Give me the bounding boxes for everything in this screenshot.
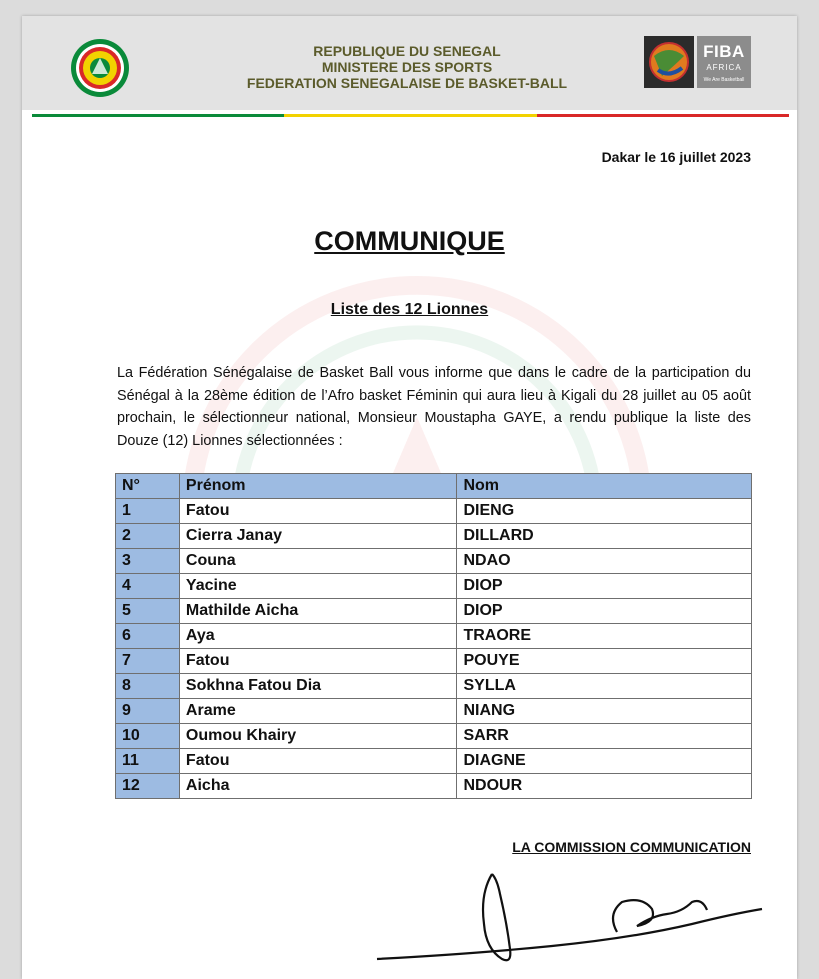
fsbb-crest-icon xyxy=(70,38,130,98)
cell-number: 1 xyxy=(116,499,180,524)
letterhead-line-federation: FEDERATION SENEGALAISE DE BASKET-BALL xyxy=(246,75,568,91)
cell-number: 4 xyxy=(116,574,180,599)
signature-icon xyxy=(352,854,772,974)
table-row xyxy=(116,699,752,724)
document-page xyxy=(22,16,797,979)
cell-lastname: DILLARD xyxy=(457,524,752,549)
fiba-wordmark xyxy=(697,36,751,88)
cell-firstname: Aicha xyxy=(179,774,457,799)
page-title: COMMUNIQUE xyxy=(314,226,505,256)
intro-paragraph: La Fédération Sénégalaise de Basket Ball vous informe que dans le cadre de la participation du Sénégal à la 28ème édition de l’Afro basket Féminin qui aura lieu à Kigali du 28 juillet au 05 août prochain, le sélectionneur national, Monsieur Moustapha GAYE, a rendu publique la liste des Douze (12) Lionnes sélectionnées : xyxy=(117,365,751,449)
table-header-row xyxy=(116,474,752,499)
table-row xyxy=(116,599,752,624)
cell-lastname: NDOUR xyxy=(457,774,752,799)
page-subtitle: Liste des 12 Lionnes xyxy=(330,301,489,318)
cell-firstname: Oumou Khairy xyxy=(179,724,457,749)
cell-firstname: Sokhna Fatou Dia xyxy=(179,674,457,699)
cell-firstname: Couna xyxy=(179,549,457,574)
cell-lastname: DIAGNE xyxy=(457,749,752,774)
letterhead xyxy=(22,16,797,110)
column-header-firstname: Prénom xyxy=(179,474,457,499)
cell-firstname: Yacine xyxy=(179,574,457,599)
cell-lastname: SARR xyxy=(457,724,752,749)
fiba-africa-logo xyxy=(644,36,751,88)
table-row xyxy=(116,774,752,799)
cell-firstname: Fatou xyxy=(179,749,457,774)
cell-lastname: DIOP xyxy=(457,574,752,599)
roster-table xyxy=(115,473,752,799)
cell-number: 8 xyxy=(116,674,180,699)
cell-lastname: NDAO xyxy=(457,549,752,574)
letterhead-text xyxy=(222,43,592,91)
cell-firstname: Arame xyxy=(179,699,457,724)
cell-lastname: DIOP xyxy=(457,599,752,624)
cell-lastname: TRAORE xyxy=(457,624,752,649)
cell-number: 9 xyxy=(116,699,180,724)
cell-firstname: Aya xyxy=(179,624,457,649)
cell-number: 6 xyxy=(116,624,180,649)
fiba-globe-icon xyxy=(644,36,694,88)
cell-number: 5 xyxy=(116,599,180,624)
cell-firstname: Mathilde Aicha xyxy=(179,599,457,624)
cell-firstname: Fatou xyxy=(179,649,457,674)
cell-lastname: SYLLA xyxy=(457,674,752,699)
table-row xyxy=(116,749,752,774)
table-row xyxy=(116,649,752,674)
cell-number: 10 xyxy=(116,724,180,749)
column-header-lastname: Nom xyxy=(457,474,752,499)
cell-lastname: POUYE xyxy=(457,649,752,674)
table-row xyxy=(116,524,752,549)
table-row xyxy=(116,574,752,599)
cell-lastname: DIENG xyxy=(457,499,752,524)
cell-number: 7 xyxy=(116,649,180,674)
letterhead-line-ministry: MINISTERE DES SPORTS xyxy=(321,59,493,75)
signature-label: LA COMMISSION COMMUNICATION xyxy=(512,839,751,855)
fiba-region: AFRICA xyxy=(706,63,742,72)
cell-number: 12 xyxy=(116,774,180,799)
cell-firstname: Cierra Janay xyxy=(179,524,457,549)
cell-lastname: NIANG xyxy=(457,699,752,724)
table-row xyxy=(116,624,752,649)
flag-stripe xyxy=(32,114,789,117)
table-row xyxy=(116,674,752,699)
fiba-tagline: We Are Basketball xyxy=(703,77,745,83)
table-row xyxy=(116,549,752,574)
letterhead-line-republic: REPUBLIQUE DU SENEGAL xyxy=(313,43,501,59)
cell-number: 2 xyxy=(116,524,180,549)
document-date: Dakar le 16 juillet 2023 xyxy=(601,149,751,165)
cell-number: 11 xyxy=(116,749,180,774)
table-row xyxy=(116,724,752,749)
column-header-number: N° xyxy=(116,474,180,499)
table-row xyxy=(116,499,752,524)
cell-firstname: Fatou xyxy=(179,499,457,524)
cell-number: 3 xyxy=(116,549,180,574)
fiba-word: FIBA xyxy=(703,42,745,61)
